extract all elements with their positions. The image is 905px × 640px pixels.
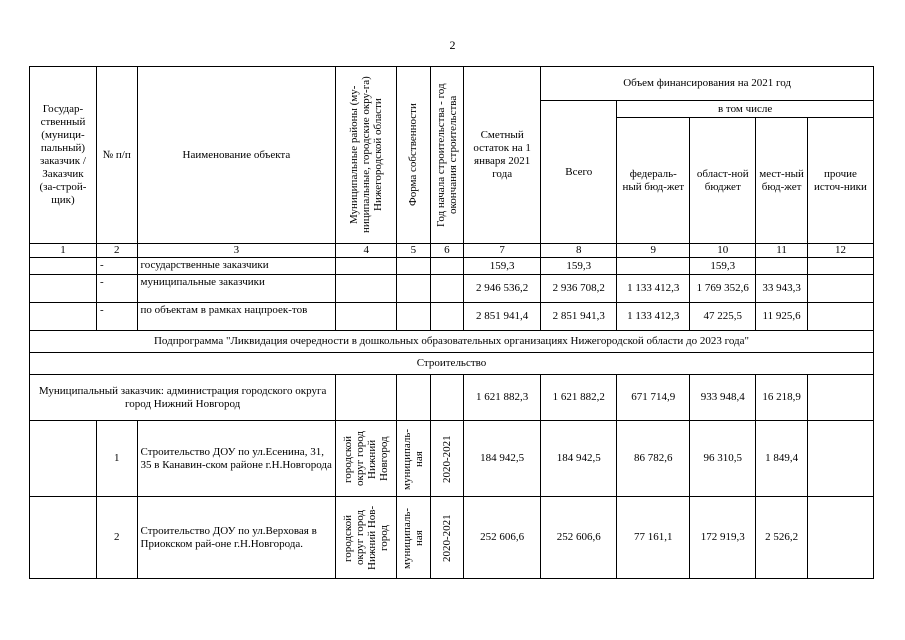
financing-table xyxy=(29,66,874,579)
column-number: 10 xyxy=(690,244,756,258)
column-number: 11 xyxy=(756,244,808,258)
column-number: 12 xyxy=(807,244,873,258)
header-other: прочие источ-ники xyxy=(807,118,873,244)
header-funding: Объем финансирования на 2021 год xyxy=(541,67,874,101)
column-number: 2 xyxy=(96,244,137,258)
header-years: Год начала строительства - год окончания строительства xyxy=(430,67,463,244)
header-customer: Государ-ственный (муници-пальный) заказчик / Заказчик (за-строй-щик) xyxy=(30,67,97,244)
header-district: Муниципальные районы (му-ниципальные, городские окру-га) Нижегородской области xyxy=(336,67,397,244)
object-name: Строительство ДОУ по ул.Верховая в Приокском рай-оне г.Н.Новгорода. xyxy=(137,497,336,579)
object-row: 2 Строительство ДОУ по ул.Верховая в Приокском рай-оне г.Н.Новгорода. городской округ город Нижний Нов-город муниципаль-ная 2020-2021 252 606,6 252 606,6 77 161,1 172 919,3 2 526,2 xyxy=(30,497,874,579)
summary-row-state: - государственные заказчики 159,3 159,3 159,3 xyxy=(30,258,874,275)
subprogram-title: Подпрограмма "Ликвидация очередности в дошкольных образовательных организациях Нижегородской области до 2023 года" xyxy=(30,331,874,353)
header-including: в том числе xyxy=(617,101,874,118)
summary-name: по объектам в рамках нацпроек-тов xyxy=(137,303,336,331)
header-num: № п/п xyxy=(96,67,137,244)
header-regional: област-ной бюджет xyxy=(690,118,756,244)
column-number: 3 xyxy=(137,244,336,258)
header-ownership: Форма собственности xyxy=(397,67,430,244)
header-federal: федераль-ный бюд-жет xyxy=(617,118,690,244)
object-name: Строительство ДОУ по ул.Есенина, 31, 35 в Канавин-ском районе г.Н.Новгорода xyxy=(137,421,336,497)
summary-name: государственные заказчики xyxy=(137,258,336,275)
column-number: 1 xyxy=(30,244,97,258)
column-number: 6 xyxy=(430,244,463,258)
page-number: 2 xyxy=(449,38,456,52)
object-row: 1 Строительство ДОУ по ул.Есенина, 31, 35 в Канавин-ском районе г.Н.Новгорода городской округ город Нижний Новгород муниципаль-ная 2020-2021 184 942,5 184 942,5 86 782,6 96 310,5 1 849,4 xyxy=(30,421,874,497)
customer-name: Муниципальный заказчик: администрация городского округа город Нижний Новгород xyxy=(30,375,336,421)
header-object: Наименование объекта xyxy=(137,67,336,244)
column-number: 7 xyxy=(464,244,541,258)
summary-row-municipal: - муниципальные заказчики 2 946 536,2 2 936 708,2 1 133 412,3 1 769 352,6 33 943,3 xyxy=(30,275,874,303)
customer-row: Муниципальный заказчик: администрация городского округа город Нижний Новгород 1 621 882,3 1 621 882,2 671 714,9 933 948,4 16 218,9 xyxy=(30,375,874,421)
column-number-row xyxy=(30,244,874,258)
section-title: Строительство xyxy=(30,353,874,375)
header-total: Всего xyxy=(541,101,617,244)
column-number: 5 xyxy=(397,244,430,258)
header-balance: Сметный остаток на 1 января 2021 года xyxy=(464,67,541,244)
header-local: мест-ный бюд-жет xyxy=(756,118,808,244)
summary-row-natprojects: - по объектам в рамках нацпроек-тов 2 851 941,4 2 851 941,3 1 133 412,3 47 225,5 11 925,6 xyxy=(30,303,874,331)
column-number: 9 xyxy=(617,244,690,258)
column-number: 8 xyxy=(541,244,617,258)
summary-name: муниципальные заказчики xyxy=(137,275,336,303)
column-number: 4 xyxy=(336,244,397,258)
